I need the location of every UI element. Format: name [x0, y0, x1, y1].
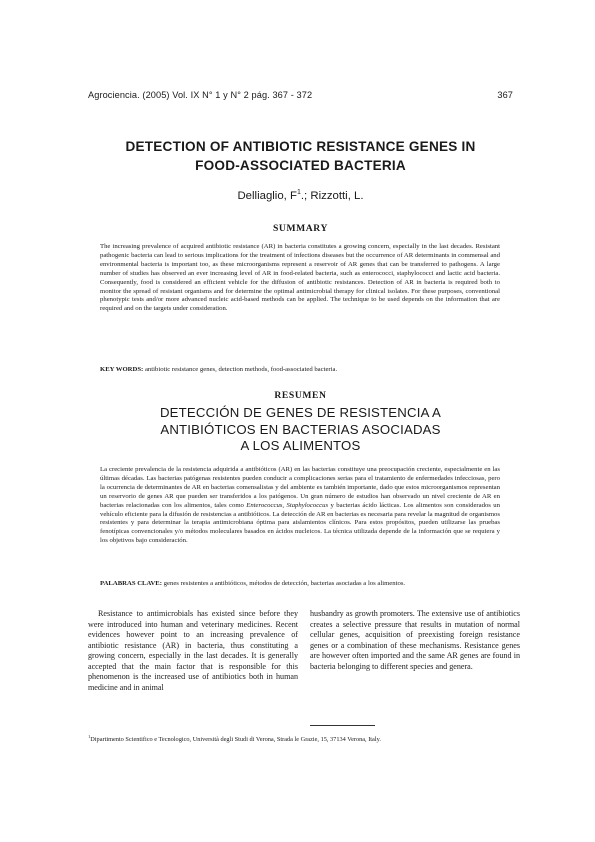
spanish-title	[88, 405, 513, 455]
keywords-label: KEY WORDS:	[100, 366, 144, 373]
genus-staphylococcus: Staphylococcus	[286, 501, 329, 509]
affiliation-mark: 1	[296, 189, 301, 196]
resumen-text-part-1: La creciente prevalencia de la resistencia adquirida a antibióticos (AR) en las bacterias constituye una preocupación creciente, especialmente en las últimas décadas. Las bacterias patógenas resistentes pueden conducir a complicaciones serias para el tratamiento de enfermedades infecciosas, pero la ocurrencia de determinantes de AR en bacterias comensalistas y del ambiente es también importante, dado que estos microorganismos representan un reservorio de genes AR que pueden ser transferidos a los patógenos. Un gran número de estudios han observado un nivel creciente de AR en bacterias relacionadas con los alimentos, tales como	[100, 466, 500, 509]
palabras-clave-text: genes resistentes a antibióticos, métodos de detección, bacterias asociadas a los alimentos.	[162, 580, 406, 587]
running-header	[88, 90, 513, 100]
resumen-heading: RESUMEN	[274, 390, 327, 401]
genus-enterococcus: Enterococcus	[246, 501, 283, 509]
resumen-text-part-2: y bacterias ácido lácticas. Los alimentos son considerados un vehículo eficiente para la difusión de resistencias a antibióticos. La detección de AR en bacterias es necesaria para revelar la magnitud de organismos resistentes y para determinar la terapia antimicrobiana óptima para aislamientos clínicos. Para estos propósitos, pueden utilizarse las pruebas fenotípicas convencionales y/o métodos moleculares basados en ácidos nucleicos. La técnica utilizada depende de la información que se requiera y los objetivos bajo consideración.	[100, 501, 500, 545]
summary-heading: SUMMARY	[272, 223, 329, 234]
genus-separator: ,	[282, 501, 287, 509]
body-right-column: husbandry as growth promoters. The extensive use of antibiotics creates a selective pressure that results in mutation of normal cellular genes, acquisition of preexisting foreign resistance genes or a combination of these mechanisms. Resistance genes are however often imported and the same AR genes are found in bacteria belonging to different species and genera.	[310, 609, 520, 671]
summary-abstract: The increasing prevalence of acquired antibiotic resistance (AR) in bacteria constitutes a growing concern, especially in the last decades. Resistant pathogenic bacteria can lead to serious implications for the treatment of infections diseases but the occurrence of AR determinants in commensal and environmental bacteria is important too, as these microorganisms represent a reservoir of AR genes that can be transferred to pathogens. A large number of studies has observed an ever increasing level of AR in food-related bacteria, such as enterococci, staphylococci and lactic acid bacteria. Consequently, food is considered an efficient vehicle for the diffusion of antibiotic resistances. Detection of AR in bacteria is required both to monitor the spread of resistant organisms and for determine the optimal antimicrobial therapy for clinical isolates. For these purposes, conventional phenotypic tests and/or more advanced nucleic acid-based methods can be applied. The technique to be used depends on the information that are required and on the targets under consideration.	[100, 243, 500, 313]
article-title-line-2: FOOD-ASSOCIATED BACTERIA	[195, 158, 406, 173]
footnote-divider	[310, 725, 375, 726]
article-title-line-1: DETECTION OF ANTIBIOTIC RESISTANCE GENES IN	[125, 139, 476, 154]
summary-keywords	[100, 366, 500, 375]
spanish-title-line-2: ANTIBIÓTICOS EN BACTERIAS ASOCIADAS	[160, 421, 441, 437]
page-number: 367	[497, 90, 513, 100]
spanish-title-line-1: DETECCIÓN DE GENES DE RESISTENCIA A	[159, 405, 442, 420]
footnote-mark: 1	[88, 734, 91, 739]
keywords-text: antibiotic resistance genes, detection methods, food-associated bacteria.	[143, 366, 338, 373]
author-list	[88, 189, 513, 202]
spanish-title-line-3: A LOS ALIMENTOS	[240, 438, 361, 453]
author-names: Delliaglio, F	[237, 189, 297, 202]
footnote-text: Dipartimento Scientifico e Tecnologico, Università degli Studi di Verona, Strada le Grazie, 15, 37134 Verona, Italy.	[90, 736, 381, 744]
author-names-rest: .; Rizzotti, L.	[300, 189, 364, 202]
body-left-column: Resistance to antimicrobials has existed since before they were introduced into human and veterinary medicines. Recent evidences however point to an increasing prevalence of antibiotic resistance (AR) in bacteria, thus constituting a growing concern, especially in the last decades. It is generally accepted that the main factor that is responsible for this phenomenon is the increased use of antibiotics both in human medicine and in animal	[88, 609, 298, 692]
journal-citation: Agrociencia. (2005) Vol. IX N° 1 y N° 2 pág. 367 - 372	[88, 90, 313, 100]
article-title	[88, 137, 513, 175]
palabras-clave-label: PALABRAS CLAVE:	[100, 580, 162, 587]
resumen-keywords	[100, 580, 500, 589]
affiliation-footnote	[88, 733, 518, 744]
resumen-abstract	[100, 466, 500, 546]
